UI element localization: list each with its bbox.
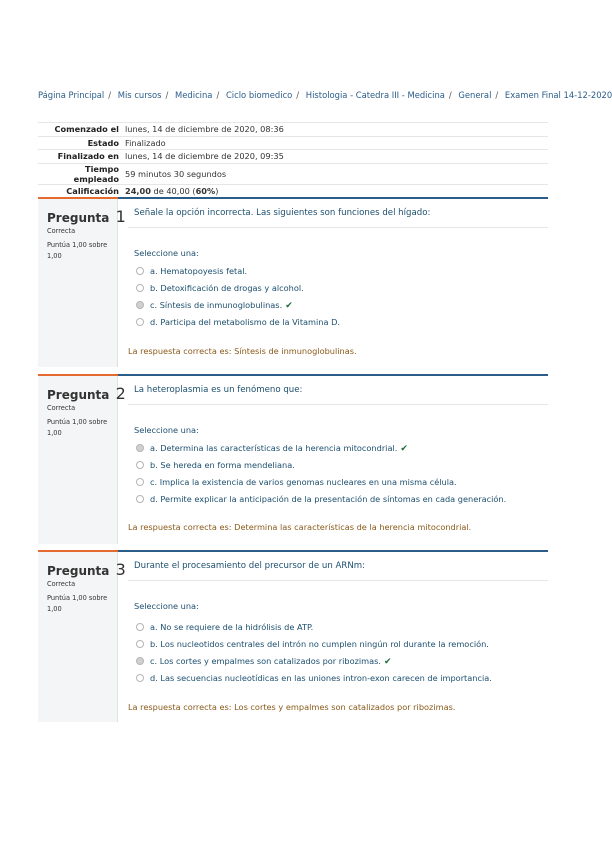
radio-button[interactable] <box>136 623 144 631</box>
question-grade: Puntúa 1,00 sobre 1,00 <box>47 594 108 613</box>
grade-total: de 40,00 ( <box>153 185 196 196</box>
radio-button[interactable] <box>136 318 144 326</box>
summary-label: Tiempo empleado <box>38 163 122 184</box>
summary-value: lunes, 14 de diciembre de 2020, 09:35 <box>122 150 548 164</box>
summary-row <box>38 136 548 150</box>
question-label: Pregunta 2 <box>47 384 126 403</box>
breadcrumb-ciclo[interactable]: Ciclo biomedico <box>225 90 293 100</box>
summary-value: Finalizado <box>122 136 548 150</box>
summary-row <box>38 123 548 137</box>
question-label: Pregunta 3 <box>47 560 126 579</box>
radio-button-selected[interactable] <box>136 301 144 309</box>
breadcrumb-medicina[interactable]: Medicina <box>175 90 213 100</box>
radio-button-selected[interactable] <box>136 444 144 452</box>
breadcrumb-my-courses[interactable]: Mis cursos <box>117 90 162 100</box>
summary-value: 59 minutos 30 segundos <box>122 163 548 184</box>
correct-answer-feedback: La respuesta correcta es: Los cortes y empalmes son catalizados por ribozimas. <box>128 702 456 712</box>
breadcrumb-course[interactable]: Histologia - Catedra III - Medicina <box>305 90 445 100</box>
question-prompt: Seleccione una: <box>134 425 199 435</box>
radio-button[interactable] <box>136 495 144 503</box>
summary-row <box>38 184 548 198</box>
option-a[interactable]: a. Hematopoyesis fetal. <box>136 266 247 276</box>
summary-value <box>122 184 548 198</box>
radio-button[interactable] <box>136 478 144 486</box>
breadcrumb-exam[interactable]: Examen Final 14-12-2020 <box>504 90 612 100</box>
question-2 <box>38 374 548 544</box>
question-label: Pregunta 1 <box>47 207 126 226</box>
summary-value: lunes, 14 de diciembre de 2020, 08:36 <box>122 123 548 137</box>
question-text: Durante el procesamiento del precursor de un ARNm: <box>134 561 366 571</box>
summary-label: Comenzado el <box>38 123 122 137</box>
option-a[interactable]: a. No se requiere de la hidrólisis de ATP. <box>136 622 313 632</box>
question-1 <box>38 197 548 367</box>
attempt-summary-table <box>38 122 548 198</box>
radio-button[interactable] <box>136 461 144 469</box>
correct-answer-feedback: La respuesta correcta es: Síntesis de inmunoglobulinas. <box>128 346 357 356</box>
breadcrumb: Página Principal / Mis cursos / Medicina / Ciclo biomedico / Histologia - Catedra III - Medicina / General / Examen Final 14-12-2020 <box>38 90 612 100</box>
question-info <box>38 199 126 367</box>
option-d[interactable]: d. Permite explicar la anticipación de la presentación de síntomas en cada generación. <box>136 494 506 504</box>
option-b[interactable]: b. Detoxificación de drogas y alcohol. <box>136 283 304 293</box>
radio-button[interactable] <box>136 284 144 292</box>
checkmark-icon: ✔ <box>285 301 293 311</box>
option-c[interactable]: c. Los cortes y empalmes son catalizados por ribozimas. ✔ <box>136 656 392 667</box>
option-d[interactable]: d. Las secuencias nucleotídicas en las uniones intron-exon carecen de importancia. <box>136 673 492 683</box>
option-a[interactable]: a. Determina las características de la herencia mitocondrial. ✔ <box>136 443 408 454</box>
question-state: Correcta <box>47 404 76 412</box>
grade-score: 24,00 <box>125 185 151 196</box>
radio-button-selected[interactable] <box>136 657 144 665</box>
radio-button[interactable] <box>136 640 144 648</box>
summary-label: Finalizado en <box>38 150 122 164</box>
radio-button[interactable] <box>136 674 144 682</box>
correct-answer-feedback: La respuesta correcta es: Determina las características de la herencia mitocondrial. <box>128 522 472 532</box>
grade-close: ) <box>215 185 219 196</box>
question-grade: Puntúa 1,00 sobre 1,00 <box>47 241 108 260</box>
summary-label: Calificación <box>38 184 122 198</box>
question-info <box>38 376 126 544</box>
grade-percent: 60% <box>195 185 216 196</box>
summary-row <box>38 150 548 164</box>
question-prompt: Seleccione una: <box>134 248 199 258</box>
option-c[interactable]: c. Implica la existencia de varios genomas nucleares en una misma célula. <box>136 477 457 487</box>
summary-row <box>38 163 548 184</box>
option-c[interactable]: c. Síntesis de inmunoglobulinas. ✔ <box>136 300 293 311</box>
question-text: La heteroplasmia es un fenómeno que: <box>134 385 303 395</box>
breadcrumb-general[interactable]: General <box>458 90 492 100</box>
question-state: Correcta <box>47 227 76 235</box>
question-prompt: Seleccione una: <box>134 601 199 611</box>
question-state: Correcta <box>47 580 76 588</box>
breadcrumb-home[interactable]: Página Principal <box>38 90 105 100</box>
checkmark-icon: ✔ <box>400 444 408 454</box>
question-text: Señale la opción incorrecta. Las siguientes son funciones del hígado: <box>134 208 431 218</box>
option-b[interactable]: b. Se hereda en forma mendeliana. <box>136 460 295 470</box>
question-grade: Puntúa 1,00 sobre 1,00 <box>47 418 108 437</box>
option-b[interactable]: b. Los nucleotidos centrales del intrón no cumplen ningún rol durante la remoción. <box>136 639 489 649</box>
question-info <box>38 552 126 722</box>
checkmark-icon: ✔ <box>384 657 392 667</box>
summary-label: Estado <box>38 136 122 150</box>
question-3 <box>38 550 548 722</box>
option-d[interactable]: d. Participa del metabolismo de la Vitamina D. <box>136 317 340 327</box>
radio-button[interactable] <box>136 267 144 275</box>
